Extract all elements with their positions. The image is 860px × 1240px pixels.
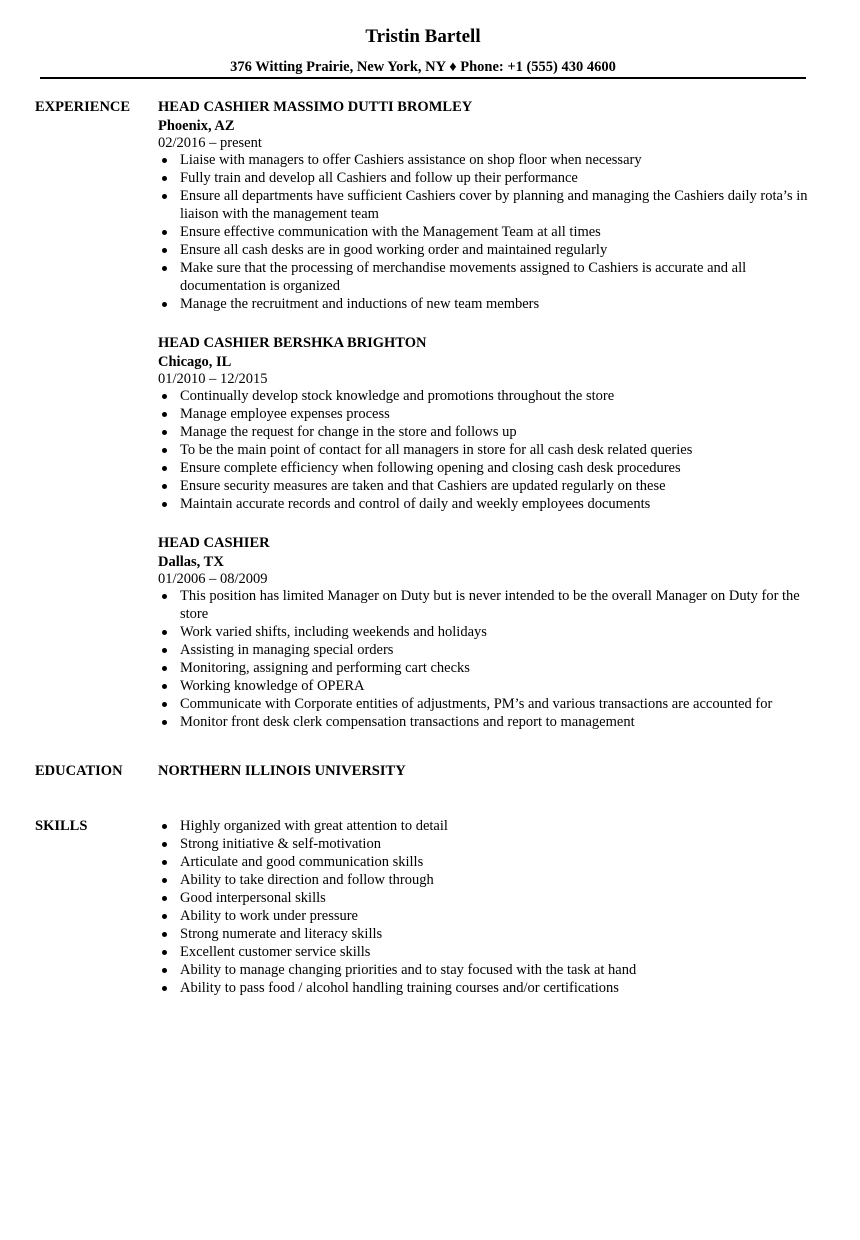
experience-body <box>158 98 808 752</box>
bullet-dot-icon <box>162 230 167 235</box>
job-bullet: Assisting in managing special orders <box>158 641 808 659</box>
bullet-dot-icon <box>162 878 167 883</box>
bullet-dot-icon <box>162 502 167 507</box>
job-bullet: Make sure that the processing of merchandise movements assigned to Cashiers is accurate and all documentation is organized <box>158 259 808 295</box>
job-bullet: Work varied shifts, including weekends and holidays <box>158 623 808 641</box>
skill-item: Highly organized with great attention to detail <box>158 817 808 835</box>
job-bullet: Ensure all cash desks are in good working order and maintained regularly <box>158 241 808 259</box>
job-bullet: Ensure complete efficiency when following opening and closing cash desk procedures <box>158 459 808 477</box>
skill-item: Excellent customer service skills <box>158 943 808 961</box>
job-dates: 01/2006 – 08/2009 <box>158 571 268 587</box>
job-bullet: Manage the request for change in the store and follows up <box>158 423 808 441</box>
bullet-dot-icon <box>162 176 167 181</box>
bullet-dot-icon <box>162 430 167 435</box>
job-location: Dallas, TX <box>158 554 224 570</box>
skill-item: Ability to manage changing priorities and to stay focused with the task at hand <box>158 961 808 979</box>
header-divider <box>40 77 806 79</box>
job-entry <box>158 334 808 513</box>
skill-item: Articulate and good communication skills <box>158 853 808 871</box>
job-bullet: Ensure security measures are taken and that Cashiers are updated regularly on these <box>158 477 808 495</box>
job-bullet-list <box>158 387 808 513</box>
job-bullet: Manage employee expenses process <box>158 405 808 423</box>
job-dates: 02/2016 – present <box>158 135 262 151</box>
job-bullet: Working knowledge of OPERA <box>158 677 808 695</box>
bullet-dot-icon <box>162 684 167 689</box>
job-location: Chicago, IL <box>158 354 232 370</box>
skills-body <box>158 817 808 997</box>
bullet-dot-icon <box>162 448 167 453</box>
skill-item: Ability to work under pressure <box>158 907 808 925</box>
bullet-dot-icon <box>162 466 167 471</box>
bullet-dot-icon <box>162 896 167 901</box>
bullet-dot-icon <box>162 302 167 307</box>
job-location: Phoenix, AZ <box>158 118 235 134</box>
job-bullet: Communicate with Corporate entities of adjustments, PM’s and various transactions are accounted for <box>158 695 808 713</box>
bullet-dot-icon <box>162 986 167 991</box>
bullet-dot-icon <box>162 394 167 399</box>
job-dates: 01/2010 – 12/2015 <box>158 371 268 387</box>
skills-list <box>158 817 808 997</box>
section-label-experience: EXPERIENCE <box>35 99 131 115</box>
job-bullet-list <box>158 151 808 313</box>
education-body <box>158 762 808 780</box>
bullet-dot-icon <box>162 194 167 199</box>
bullet-dot-icon <box>162 248 167 253</box>
bullet-dot-icon <box>162 824 167 829</box>
bullet-dot-icon <box>162 950 167 955</box>
bullet-dot-icon <box>162 860 167 865</box>
bullet-dot-icon <box>162 484 167 489</box>
job-title: HEAD CASHIER <box>158 535 270 551</box>
bullet-dot-icon <box>162 412 167 417</box>
bullet-dot-icon <box>162 594 167 599</box>
contact-line: 376 Witting Prairie, New York, NY ♦ Phone: +1 (555) 430 4600 <box>230 59 616 75</box>
job-bullet: Maintain accurate records and control of daily and weekly employees documents <box>158 495 808 513</box>
bullet-dot-icon <box>162 666 167 671</box>
bullet-dot-icon <box>162 630 167 635</box>
section-label-education: EDUCATION <box>35 763 123 779</box>
job-bullet-list <box>158 587 808 731</box>
job-bullet: Monitor front desk clerk compensation transactions and report to management <box>158 713 808 731</box>
job-entry <box>158 98 808 313</box>
job-title: HEAD CASHIER MASSIMO DUTTI BROMLEY <box>158 99 473 115</box>
bullet-dot-icon <box>162 648 167 653</box>
job-bullet: This position has limited Manager on Duty but is never intended to be the overall Manager on Duty for the store <box>158 587 808 623</box>
job-entry <box>158 534 808 731</box>
job-bullet: To be the main point of contact for all managers in store for all cash desk related queries <box>158 441 808 459</box>
job-bullet: Ensure effective communication with the Management Team at all times <box>158 223 808 241</box>
bullet-dot-icon <box>162 914 167 919</box>
job-title: HEAD CASHIER BERSHKA BRIGHTON <box>158 335 427 351</box>
job-bullet: Monitoring, assigning and performing cart checks <box>158 659 808 677</box>
section-label-skills: SKILLS <box>35 818 88 834</box>
job-bullet: Manage the recruitment and inductions of new team members <box>158 295 808 313</box>
skill-item: Strong numerate and literacy skills <box>158 925 808 943</box>
bullet-dot-icon <box>162 158 167 163</box>
job-bullet: Continually develop stock knowledge and promotions throughout the store <box>158 387 808 405</box>
job-bullet: Ensure all departments have sufficient Cashiers cover by planning and managing the Cashiers daily rota’s in liaison with the management team <box>158 187 808 223</box>
school-name: NORTHERN ILLINOIS UNIVERSITY <box>158 763 406 779</box>
skill-item: Ability to pass food / alcohol handling training courses and/or certifications <box>158 979 808 997</box>
candidate-name: Tristin Bartell <box>365 26 481 47</box>
job-bullet: Liaise with managers to offer Cashiers assistance on shop floor when necessary <box>158 151 808 169</box>
bullet-dot-icon <box>162 842 167 847</box>
bullet-dot-icon <box>162 968 167 973</box>
bullet-dot-icon <box>162 266 167 271</box>
bullet-dot-icon <box>162 702 167 707</box>
bullet-dot-icon <box>162 932 167 937</box>
skill-item: Ability to take direction and follow through <box>158 871 808 889</box>
skill-item: Good interpersonal skills <box>158 889 808 907</box>
job-bullet: Fully train and develop all Cashiers and follow up their performance <box>158 169 808 187</box>
bullet-dot-icon <box>162 720 167 725</box>
skill-item: Strong initiative & self-motivation <box>158 835 808 853</box>
